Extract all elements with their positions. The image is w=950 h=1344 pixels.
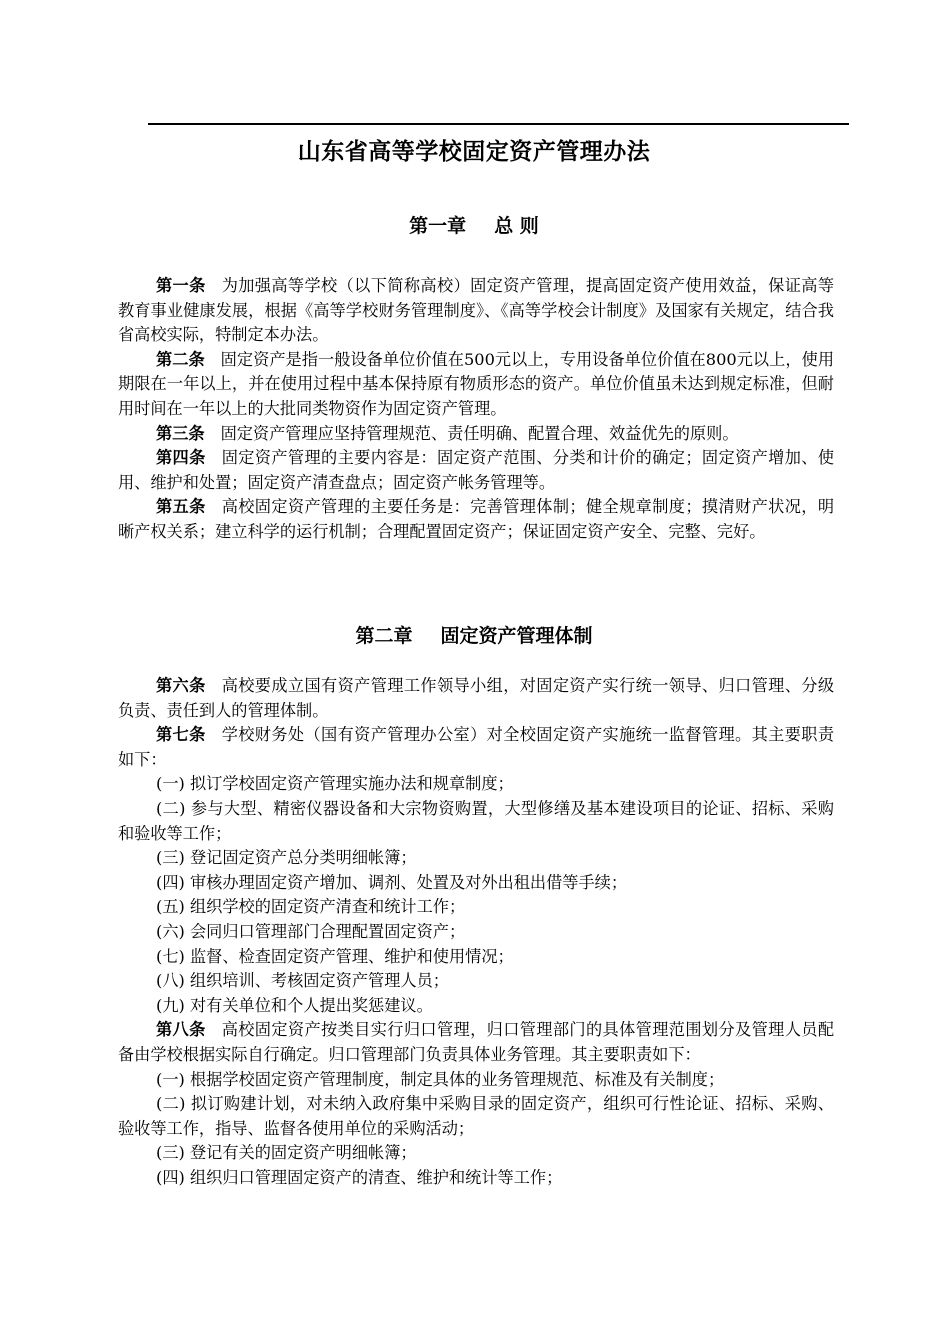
list-item: (九) 对有关单位和个人提出奖惩建议。	[156, 995, 433, 1015]
chapter-2-body	[118, 674, 834, 1190]
list-item: (四) 审核办理固定资产增加、调剂、处置及对外出租出借等手续；	[156, 872, 628, 892]
list-item: (七) 监督、检查固定资产管理、维护和使用情况；	[156, 946, 514, 966]
list-item: (四) 组织归口管理固定资产的清查、维护和统计等工作；	[156, 1167, 563, 1187]
article-text: 固定资产是指一般设备单位价值在500元以上，专用设备单位价值在800元以上，使用期限在一年以上，并在使用过程中基本保持原有物质形态的资产。单位价值虽未达到规定标准，但耐用时间在一年以上的大批同类物资作为固定资产管理。	[118, 349, 835, 418]
chapter-1-heading	[118, 213, 830, 239]
article-3	[118, 422, 834, 447]
article-2	[118, 348, 834, 422]
article-6	[118, 674, 834, 723]
article-text: 高校要成立国有资产管理工作领导小组，对固定资产实行统一领导、归口管理、分级负责、责任到人的管理体制。	[118, 676, 835, 720]
list-item: (一) 根据学校固定资产管理制度，制定具体的业务管理规范、标准及有关制度；	[156, 1069, 725, 1089]
article-7	[118, 723, 834, 772]
article-label: 第二条	[156, 349, 205, 369]
list-item: (一) 拟订学校固定资产管理实施办法和规章制度；	[156, 774, 514, 794]
list-item: (三) 登记有关的固定资产明细帐簿；	[156, 1143, 417, 1163]
article-text: 为加强高等学校（以下简称高校）固定资产管理，提高固定资产使用效益，保证高等教育事业健康发展，根据《高等学校财务管理制度》、《高等学校会计制度》及国家有关规定，结合我省高校实际，特制定本办法。	[118, 276, 835, 345]
list-item: (二) 参与大型、精密仪器设备和大宗物资购置，大型修缮及基本建设项目的论证、招标、采购和验收等工作；	[118, 798, 834, 843]
article-label: 第八条	[156, 1020, 206, 1040]
document-title: 山东省高等学校固定资产管理办法	[297, 138, 651, 165]
article-text: 高校固定资产管理的主要任务是：完善管理体制；健全规章制度；摸清财产状况，明晰产权关系；建立科学的运行机制；合理配置固定资产；保证固定资产安全、完整、完好。	[118, 497, 835, 541]
chapter-2-heading	[118, 623, 830, 649]
article-label: 第六条	[156, 676, 206, 695]
chapter-2-number: 第二章	[355, 625, 413, 647]
list-item: (八) 组织培训、考核固定资产管理人员；	[156, 971, 449, 991]
article-8	[118, 1018, 834, 1067]
chapter-1-number: 第一章	[409, 215, 467, 237]
list-item: (六) 会同归口管理部门合理配置固定资产；	[156, 921, 466, 941]
list-item: (三) 登记固定资产总分类明细帐簿；	[156, 848, 417, 868]
list-item: (二) 拟订购建计划，对未纳入政府集中采购目录的固定资产，组织可行性论证、招标、采购、验收等工作，指导、监督各使用单位的采购活动；	[118, 1094, 834, 1138]
article-label: 第七条	[156, 725, 206, 745]
chapter-1-title: 总 则	[494, 215, 539, 237]
article-text: 固定资产管理的主要内容是：固定资产范围、分类和计价的确定；固定资产增加、使用、维护和处置；固定资产清查盘点；固定资产帐务管理等。	[118, 448, 835, 492]
chapter-2-title: 固定资产管理体制	[440, 625, 593, 647]
article-text: 固定资产管理应坚持管理规范、责任明确、配置合理、效益优先的原则。	[220, 423, 739, 443]
article-label: 第五条	[156, 497, 206, 517]
article-text: 高校固定资产按类目实行归口管理，归口管理部门的具体管理范围划分及管理人员配备由学校根据实际自行确定。归口管理部门负责具体业务管理。其主要职责如下：	[118, 1020, 835, 1064]
article-5	[118, 495, 834, 544]
article-label: 第三条	[156, 423, 205, 443]
header-rule	[148, 123, 849, 125]
list-item: (五) 组织学校的固定资产清查和统计工作；	[156, 897, 466, 917]
article-text: 学校财务处（国有资产管理办公室）对全校固定资产实施统一监督管理。其主要职责如下：	[118, 725, 835, 769]
chapter-1-body	[118, 274, 834, 545]
article-label: 第四条	[156, 448, 206, 468]
article-4	[118, 446, 834, 495]
article-1	[118, 274, 834, 348]
article-label: 第一条	[156, 276, 206, 295]
